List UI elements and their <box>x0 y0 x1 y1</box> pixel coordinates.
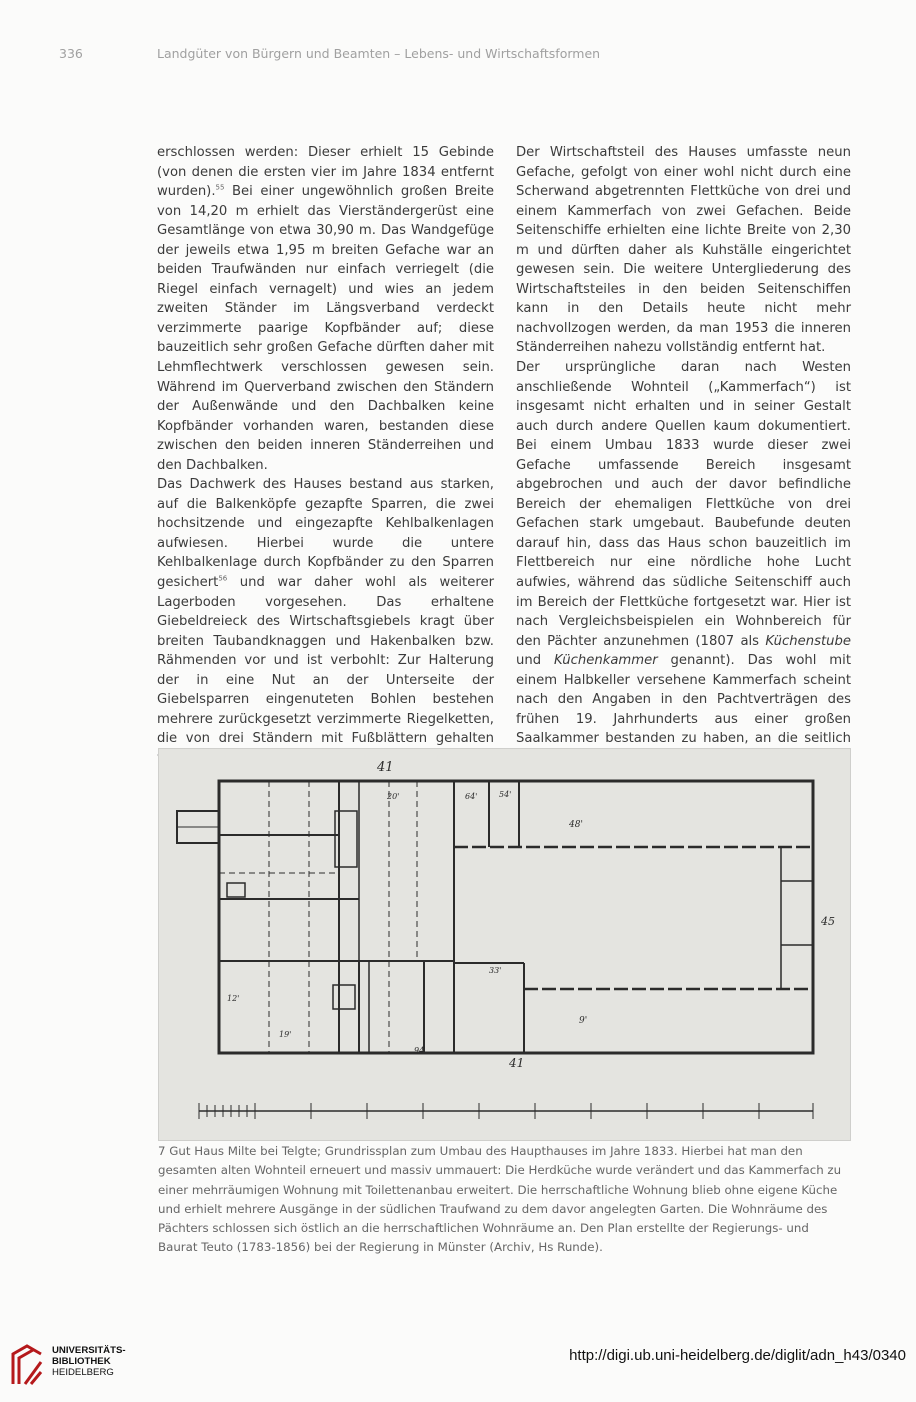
plan-annotation: 9' <box>579 1016 588 1026</box>
paragraph: Der Wirtschaftsteil des Hauses umfasste neun Gefache, gefolgt von einer wohl nicht durch eine Scherwand abgetrennten Flettküche von drei und einem Kammerfach von zwei Gefachen. Beide Seitenschiffe erhielten eine lichte Breite von 2,30 m und dürften daher als Kuhställe eingerichtet gewesen sein. Die weitere Untergliederung des Wirtschaftsteiles in den beiden Seitenschiffen kann in den Details heute nicht mehr nachvollzogen werden, da man 1953 die inneren Ständerreihen nahezu vollständig entfernt hat. <box>516 145 851 356</box>
text-column-right <box>516 143 851 788</box>
paragraph: erschlossen werden: Dieser erhielt 15 Gebinde (von denen die ersten vier im Jahre 1834 entfernt wurden).$^{55}$ Bei einer ungewöhnlich großen Breite von 14,20 m erhielt das Vierständergerüst eine Gesamtlänge von etwa 30,90 m. Das Wandgefüge der jeweils etwa 1,95 m breiten Gefache war an beiden Traufwänden nur einfach verriegelt (die Riegel einfach vernagelt) und wies an jedem zweiten Ständer im Längsverband verdeckt verzimmerte paarige Kopfbänder auf; diese bauzeitlich sehr großen Gefache dürften daher mit Lehmflechtwerk verschlossen gewesen sein. Während im Querverband zwischen den Ständern der Außenwände und den Dachbalken keine Kopfbänder vorhanden waren, bestanden diese zwischen den beiden inneren Ständerreihen und den Dachbalken. <box>157 145 494 473</box>
university-library-logo-icon[interactable] <box>9 1342 45 1388</box>
plan-annotation: 64' <box>465 792 478 801</box>
source-url-link[interactable]: http://digi.ub.uni-heidelberg.de/diglit/adn_h43/0340 <box>569 1347 906 1364</box>
footnote-ref[interactable]: 56 <box>218 574 228 583</box>
plan-annotation: 20' <box>387 792 400 801</box>
plan-annotation: 54' <box>499 790 512 799</box>
footer <box>0 1328 916 1402</box>
paragraph: Der ursprüngliche daran nach Westen anschließende Wohnteil („Kammerfach“) ist insgesamt nicht erhalten und in seiner Gestalt auch durch andere Quellen kaum dokumentiert. Bei einem Umbau 1833 wurde dieser zwei Gefache umfassende Bereich insgesamt abgebrochen und auch der davor befindliche Bereich der ehemaligen Flettküche von drei Gefachen stark umgebaut. Baubefunde deuten darauf hin, dass das Haus schon bauzeitlich im Flettbereich nur eine nördliche hohe Lucht aufwies, während das südliche Seitenschiff auch im Bereich der Flettküche fortgesetzt war. Hier ist nach Vergleichsbeispielen ein Wohnbereich für den Pächter anzunehmen (1807 als Küchenstube und Küchenkammer genannt). Das wohl mit einem Halbkeller versehene Kammerfach scheint nach den Angaben in den Pachtverträgen des frühen 19. Jahrhunderts aus einer großen Saalkammer bestanden zu haben, an die seitlich <box>516 360 851 747</box>
floor-plan-figure <box>158 748 851 1141</box>
footnote-ref[interactable]: 55 <box>215 183 225 192</box>
plan-annotation: 12' <box>227 994 240 1003</box>
plan-annotation: 48' <box>569 820 583 830</box>
page-number: 336 <box>59 46 83 61</box>
floor-plan-drawing <box>159 749 851 1141</box>
plan-annotation: 94 <box>414 1046 425 1055</box>
text-column-left <box>157 143 494 769</box>
running-title: Landgüter von Bürgern und Beamten – Lebens- und Wirtschaftsformen <box>157 46 601 61</box>
plan-annotation-bottom: 41 <box>509 1056 525 1070</box>
figure-caption: 7 Gut Haus Milte bei Telgte; Grundrissplan zum Umbau des Haupthauses im Jahre 1833. Hierbei hat man den gesamten alten Wohnteil erneuert und massiv ummauert: Die Herdküche wurde verändert und das Kammerfach zu einer mehrräumigen Wohnung mit Toilettenanbau erweitert. Die herrschaftliche Wohnung blieb ohne eigene Küche und erhielt mehrere Ausgänge in der südlichen Traufwand zu dem davor angelegten Garten. Die Wohnräume des Pächters schlossen sich östlich an die herrschaftlichen Wohnräume an. Den Plan erstellte der Regierungs- und Baurat Teuto (1783-1856) bei der Regierung in Münster (Archiv, Hs Runde). <box>158 1144 842 1255</box>
plan-annotation: 19' <box>279 1030 292 1039</box>
plan-annotation-top: 41 <box>377 760 394 775</box>
plan-annotation-right: 45 <box>821 915 835 928</box>
paragraph: Das Dachwerk des Hauses bestand aus starken, auf die Balkenköpfe gezapfte Sparren, die zwei hochsitzende und eingezapfte Kehlbalkenlagen aufwiesen. Hierbei wurde die untere Kehlbalkenlage durch Kopfbänder zu den Sparren gesichert$^{56}$ und war daher wohl als weiterer Lagerboden vorgesehen. Das erhaltene Giebeldreieck des Wirtschaftsgiebels kragt über breiten Taubandknaggen und Hakenbalken bzw. Rähmenden vor und ist verbohlt: Zur Halterung der in eine Nut an der Unterseite der Giebelsparren eingenuteten Bohlen bestehen mehrere zurückgesetzt verzimmerte Riegelketten, die von drei Ständern mit Fußblättern gehalten <box>157 475 494 768</box>
library-name[interactable]: UNIVERSITÄTS- BIBLIOTHEK HEIDELBERG <box>52 1345 126 1378</box>
plan-annotation: 33' <box>489 966 502 975</box>
